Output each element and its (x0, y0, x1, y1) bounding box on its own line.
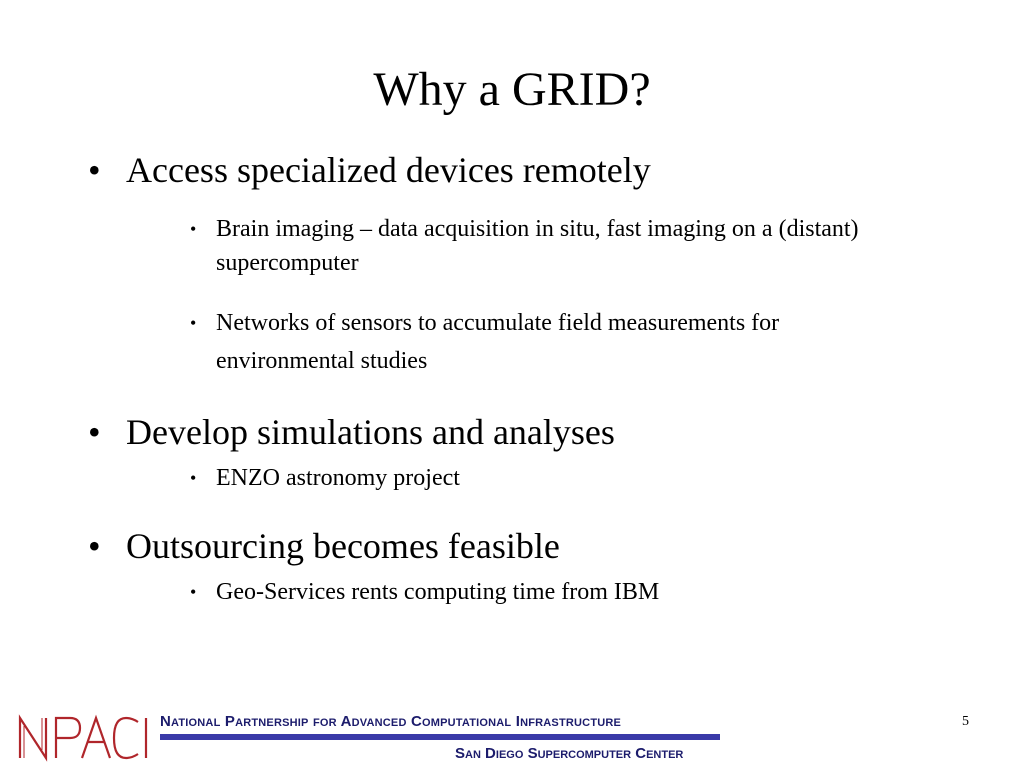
sub-bullet-text: ENZO astronomy project (216, 465, 460, 491)
sub-bullet-item (190, 461, 890, 495)
sub-bullet-marker: • (190, 582, 197, 602)
logo-letter-a (82, 718, 110, 758)
footer-organization: National Partnership for Advanced Computational Infrastructure (160, 713, 622, 730)
page-number: 5 (962, 714, 969, 729)
bullet-text: Develop simulations and analyses (126, 412, 615, 452)
sub-bullet-marker: • (190, 468, 197, 488)
footer-center-name: San Diego Supercomputer Center (455, 745, 684, 762)
logo-letter-c (114, 718, 138, 758)
bullet-text: Outsourcing becomes feasible (126, 526, 560, 566)
sub-bullet-item (190, 212, 890, 280)
sub-bullet-text: Brain imaging – data acquisition in situ, fast imaging on a (distant) supercomputer (216, 216, 859, 276)
slide-title: Why a GRID? (373, 63, 651, 116)
bullet-marker: • (88, 150, 101, 190)
footer-divider (160, 734, 720, 740)
sub-bullet-item (190, 575, 890, 609)
logo-letter-p (56, 718, 80, 758)
bullet-marker: • (88, 412, 101, 452)
bullet-text: Access specialized devices remotely (126, 150, 651, 190)
bullet-marker: • (88, 526, 101, 566)
sub-bullet-marker: • (190, 219, 197, 239)
sub-bullet-item (190, 306, 890, 380)
npaci-logo (16, 712, 156, 762)
sub-bullet-text: Geo-Services rents computing time from IBM (216, 579, 660, 605)
svg-text:NPACI: NPACI (16, 712, 19, 713)
sub-bullet-marker: • (190, 313, 197, 333)
sub-bullet-text: Networks of sensors to accumulate field measurements for environmental studies (216, 310, 780, 374)
